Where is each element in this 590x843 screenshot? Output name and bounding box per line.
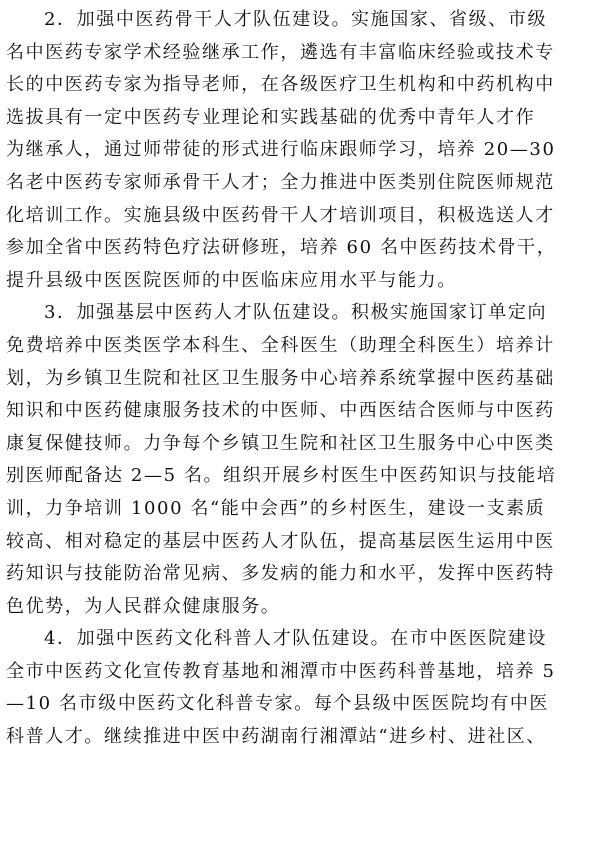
text-line: 长的中医药专家为指导老师，在各级医疗卫生机构和中药机构中: [6, 74, 555, 96]
text-line: 3．加强基层中医药人才队伍建设。积极实施国家订单定向: [44, 302, 548, 324]
document-page: [6, 4, 586, 754]
text-line: —10 名市级中医药文化科普专家。每个县级中医医院均有中医: [6, 693, 550, 715]
paragraph-item-4: [6, 623, 586, 753]
text-line: 4．加强中医药文化科普人才队伍建设。在市中医医院建设: [44, 628, 548, 650]
text-line: 名老中医药专家师承骨干人才；全力推进中医类别住院医师规范: [6, 171, 555, 193]
text-line: 康复保健技师。力争每个乡镇卫生院和社区卫生服务中心中医类: [6, 432, 555, 454]
text-line: 全市中医药文化宣传教育基地和湘潭市中医药科普基地，培养 5: [6, 660, 556, 682]
text-line: 化培训工作。实施县级中医药骨干人才培训项目，积极选送人才: [6, 204, 555, 226]
text-line: 知识和中医药健康服务技术的中医师、中西医结合医师与中医药: [6, 400, 555, 422]
paragraph-item-2: [6, 4, 586, 297]
text-line: 2．加强中医药骨干人才队伍建设。实施国家、省级、市级: [44, 9, 548, 30]
paragraph-item-3: [6, 297, 586, 623]
text-line: 药知识与技能防治常见病、多发病的能力和水平，发挥中医药特: [6, 563, 555, 585]
text-line: 划，为乡镇卫生院和社区卫生服务中心培养系统掌握中医药基础: [6, 367, 555, 389]
text-line: 提升县级中医医院医师的中医临床应用水平与能力。: [6, 269, 457, 291]
text-line: 色优势，为人民群众健康服务。: [6, 595, 281, 617]
text-line: 科普人才。继续推进中医中药湖南行湘潭站“进乡村、进社区、: [6, 726, 546, 748]
text-line: 别医师配备达 2—5 名。组织开展乡村医生中医药知识与技能培: [6, 465, 557, 487]
text-line: 名中医药专家学术经验继承工作，遴选有丰富临床经验或技术专: [6, 41, 555, 63]
text-line: 参加全省中医药特色疗法研修班，培养 60 名中医药技术骨干，: [6, 237, 557, 259]
text-line: 较高、相对稳定的基层中医药人才队伍，提高基层医生运用中医: [6, 530, 555, 552]
text-line: 免费培养中医类医学本科生、全科医生（助理全科医生）培养计: [6, 334, 555, 356]
text-line: 选拔具有一定中医药专业理论和实践基础的优秀中青年人才作: [6, 106, 536, 128]
text-line: 训，力争培训 1000 名“能中会西”的乡村医生，建设一支素质: [6, 497, 546, 519]
text-line: 为继承人，通过师带徒的形式进行临床跟师学习，培养 20—30: [6, 139, 556, 161]
